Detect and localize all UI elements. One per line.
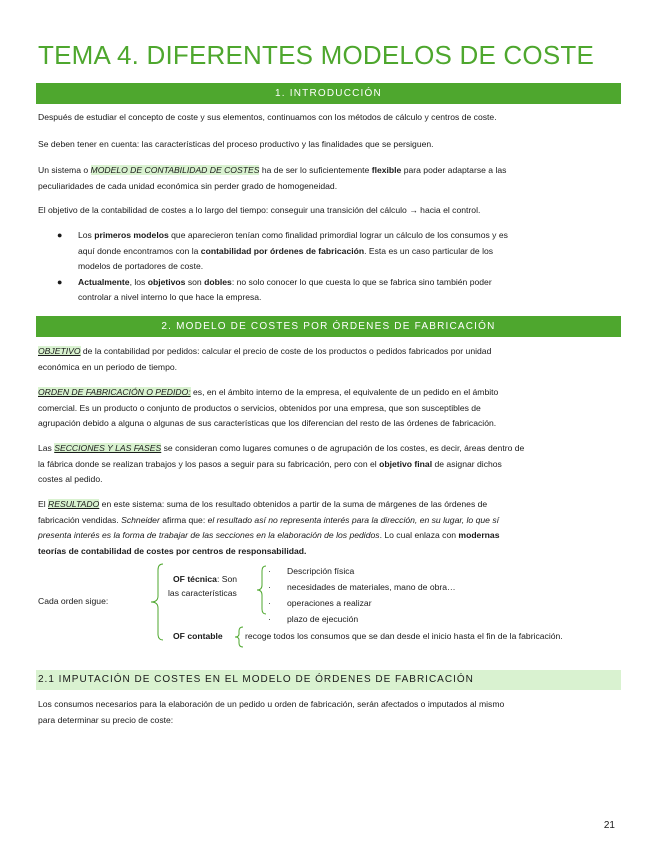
page-title: TEMA 4. DIFERENTES MODELOS DE COSTE	[38, 40, 594, 70]
text-run: costes al pedido.	[38, 474, 103, 484]
highlight-term: SECCIONES Y LAS FASES	[54, 443, 162, 453]
intro-paragraph-4: El objetivo de la contabilidad de costes a lo largo del tiempo: conseguir una transición del cálculo → hacia el control.	[38, 205, 481, 215]
highlight-term: RESULTADO	[48, 499, 100, 509]
text-run: fabricación vendidas.	[38, 514, 122, 525]
highlight-term: OBJETIVO	[38, 346, 81, 356]
bold-term: OF contable	[173, 631, 223, 641]
of-contable-label	[173, 630, 223, 642]
text-run: Un sistema o	[38, 165, 91, 175]
bold-term: OF técnica	[173, 574, 217, 584]
text-run: para poder adaptarse a las	[401, 165, 507, 175]
bullet-icon: ●	[57, 230, 63, 240]
text-run: para determinar su precio de coste:	[38, 714, 174, 725]
diagram-root-label: Cada orden sigue:	[38, 596, 109, 606]
text-run: que aparecieron tenían como finalidad primordial lograr un cálculo de los consumos y es	[168, 230, 508, 240]
section-heading-introduccion: 1. INTRODUCCIÓN	[36, 83, 621, 104]
bold-term: contabilidad por órdenes de fabricación	[200, 245, 365, 256]
text-run: son	[185, 276, 205, 287]
text-run: peculiaridades de cada unidad económica sin perder grado de homogeneidad.	[38, 180, 338, 191]
diagram-item-marker: ·	[268, 566, 271, 576]
text-run: El	[38, 499, 49, 509]
text-run: de la contabilidad por pedidos: calcular el precio de coste de los productos o pedidos fabricados por unidad	[80, 346, 492, 356]
bullet-icon: ●	[57, 276, 63, 287]
italic-quote: presenta interés es la forma de trabajar de las secciones en la elaboración de los pedidos	[38, 530, 380, 540]
main-brace	[151, 564, 163, 640]
text-run: de asignar dichos	[432, 458, 502, 469]
of-tecnica-sublabel: las características	[168, 588, 237, 598]
diagram-item-marker: ·	[268, 582, 271, 592]
text-run: se consideran como lugares comunes o de agrupación de los costes, es decir, áreas dentro de	[161, 443, 525, 453]
text-run: Las	[38, 443, 55, 453]
bold-term: primeros modelos	[94, 230, 169, 240]
diagram-item-marker: ·	[268, 614, 271, 624]
bold-term: Actualmente	[78, 276, 130, 287]
page-number: 21	[603, 820, 615, 831]
bold-term: objetivos	[147, 276, 186, 287]
diagram-item-marker: ·	[268, 598, 271, 608]
text-run: : Son	[216, 574, 238, 584]
intro-paragraph-1: Después de estudiar el concepto de coste y sus elementos, continuamos con los métodos de cálculo y centros de coste.	[38, 112, 497, 122]
bold-term: dobles	[204, 276, 232, 287]
text-run: afirma que:	[159, 514, 208, 525]
text-run: , los	[129, 276, 148, 287]
diagram-item: operaciones a realizar	[287, 598, 372, 608]
text-run: en este sistema: suma de los resultado obtenidos a partir de la suma de márgenes de las órdenes de	[99, 499, 488, 509]
bold-term: objetivo final	[379, 458, 433, 469]
italic-quote: el resultado así no representa interés para la dirección, en su lugar, lo que sí	[207, 514, 500, 525]
contable-brace	[235, 627, 243, 647]
diagram-item: Descripción física	[287, 566, 355, 576]
of-contable-description: recoge todos los consumos que se dan desde el inicio hasta el fin de la fabricación.	[245, 631, 563, 641]
text-run: agrupación debido a alguna o algunas de sus características que los diferencian del resto de las órdenes de fabricación.	[38, 418, 497, 428]
items-brace	[257, 566, 266, 614]
italic-term: Schneider	[121, 514, 160, 525]
text-run: la fábrica donde se realizan trabajos y los pasos a seguir para su fabricación, pero con el	[38, 458, 380, 469]
text-run: Los	[78, 230, 95, 240]
text-run: económica en un periodo de tiempo.	[38, 361, 178, 372]
text-run: . Esta es un caso particular de los	[364, 245, 494, 256]
text-run: modelos de portadores de coste.	[78, 261, 204, 271]
text-run: ha de ser lo suficientemente	[259, 165, 372, 175]
section-heading-ordenes-fabricacion: 2. MODELO DE COSTES POR ÓRDENES DE FABRICACIÓN	[36, 316, 621, 337]
intro-paragraph-2: Se deben tener en cuenta: las características del proceso productivo y las finalidades que se persiguen.	[38, 139, 434, 149]
highlight-term: MODELO DE CONTABILIDAD DE COSTES	[90, 165, 260, 175]
highlight-term: ORDEN DE FABRICACIÓN O PEDIDO:	[38, 387, 191, 397]
text-run: es, en el ámbito interno de la empresa, el equivalente de un pedido en el ámbito	[190, 387, 499, 397]
text-run: comercial. Es un producto o conjunto de productos o servicios, obtenidos por una empresa, que son susceptibles de	[38, 402, 481, 413]
diagram-item: plazo de ejecución	[287, 614, 359, 624]
text-run: Los consumos necesarios para la elaboración de un pedido u orden de fabricación, serán afectados o imputados al mismo	[38, 699, 505, 709]
bold-term: teorías de contabilidad de costes por centros de responsabilidad.	[38, 545, 307, 556]
bold-term: flexible	[371, 165, 402, 175]
text-run: : no solo conocer lo que cuesta lo que se fabrica sino también poder	[231, 276, 492, 287]
text-run: aquí donde encontramos con la	[78, 245, 201, 256]
diagram-item: necesidades de materiales, mano de obra…	[287, 582, 456, 592]
subsection-heading-imputacion: 2.1 IMPUTACIÓN DE COSTES EN EL MODELO DE ÓRDENES DE FABRICACIÓN	[36, 670, 621, 690]
imputacion-paragraph	[38, 697, 623, 728]
text-run: controlar a nivel interno lo que hace la empresa.	[78, 292, 262, 302]
bold-term: modernas	[458, 530, 500, 540]
text-run: . Lo cual enlaza con	[379, 530, 459, 540]
of-tecnica-label	[173, 573, 237, 585]
